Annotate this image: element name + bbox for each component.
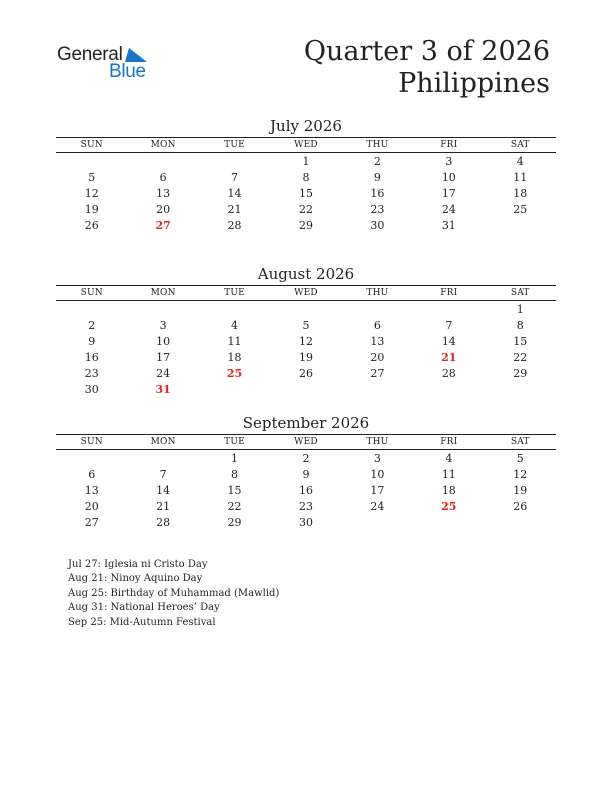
day-cell: 13 [370,334,385,348]
day-cell: 27 [84,515,99,529]
weekday-label: MON [150,437,176,447]
week-row [56,365,556,381]
weekday-label: TUE [224,140,245,150]
holiday-entry: Sep 25: Mid-Autumn Festival [68,616,216,628]
week-row [56,185,556,201]
holiday-day-cell: 31 [155,382,171,396]
day-cell: 8 [231,467,239,481]
day-cell: 30 [84,382,99,396]
day-cell: 4 [445,451,453,465]
day-cell: 10 [441,170,456,184]
day-cell: 10 [370,467,385,481]
day-cell: 30 [298,515,313,529]
day-cell: 26 [84,218,99,232]
weekday-label: SUN [80,140,103,150]
day-cell: 5 [302,318,310,332]
weekday-label: WED [294,437,318,447]
day-cell: 26 [513,499,528,513]
day-cell: 16 [84,350,99,364]
logo-text-blue: Blue [109,61,146,82]
day-cell: 6 [88,467,96,481]
day-cell: 19 [513,483,528,497]
day-cell: 23 [298,499,313,513]
day-cell: 9 [302,467,310,481]
weekday-label: FRI [440,437,458,447]
holiday-day-cell: 27 [155,218,171,232]
day-cell: 18 [441,483,456,497]
day-cell: 22 [513,350,528,364]
day-cell: 29 [227,515,242,529]
weekday-label: THU [366,288,389,298]
week-row [56,217,556,233]
day-cell: 15 [513,334,528,348]
weekday-header [56,137,556,153]
day-cell: 3 [159,318,167,332]
day-cell: 11 [441,467,456,481]
weekday-label: MON [150,288,176,298]
holiday-entry: Aug 25: Birthday of Muhammad (Mawlid) [68,587,280,599]
day-cell: 21 [156,499,171,513]
week-row [56,153,556,169]
day-cell: 14 [227,186,242,200]
day-cell: 15 [298,186,313,200]
day-cell: 20 [84,499,99,513]
month-calendar [56,413,556,530]
day-cell: 31 [441,218,456,232]
weekday-label: SAT [510,437,530,447]
week-row [56,450,556,466]
day-cell: 24 [370,499,385,513]
holiday-entry: Jul 27: Iglesia ni Cristo Day [68,559,208,570]
day-cell: 1 [516,302,524,316]
month-title: September 2026 [242,414,370,432]
day-cell: 7 [159,467,167,481]
day-cell: 1 [231,451,239,465]
page-title: Quarter 3 of 2026 [303,36,550,67]
weekday-label: SUN [80,288,103,298]
logo-triangle-icon [125,46,147,62]
day-cell: 3 [373,451,381,465]
day-cell: 6 [373,318,381,332]
holiday-entry: Aug 31: National Heroes’ Day [68,602,220,614]
weekday-header [56,434,556,450]
day-cell: 12 [513,467,528,481]
day-cell: 13 [84,483,99,497]
country-name: Philippines [398,68,550,99]
day-cell: 12 [298,334,313,348]
day-cell: 1 [302,154,310,168]
month-title: August 2026 [257,265,355,283]
day-cell: 7 [445,318,453,332]
day-cell: 28 [227,218,242,232]
weekday-label: TUE [224,288,245,298]
day-cell: 22 [227,499,242,513]
day-cell: 11 [227,334,242,348]
day-cell: 11 [513,170,528,184]
day-cell: 16 [370,186,385,200]
day-cell: 7 [231,170,239,184]
day-cell: 16 [298,483,313,497]
weekday-label: TUE [224,437,245,447]
week-row [56,301,556,317]
week-row [56,349,556,365]
week-row [56,381,556,397]
day-cell: 10 [156,334,171,348]
day-cell: 19 [84,202,99,216]
week-row [56,498,556,514]
week-row [56,317,556,333]
week-row [56,169,556,185]
holiday-entry: Aug 21: Ninoy Aquino Day [68,573,203,585]
day-cell: 20 [370,350,385,364]
day-cell: 4 [231,318,239,332]
day-cell: 17 [156,350,171,364]
day-cell: 3 [445,154,453,168]
weekday-label: FRI [440,140,458,150]
weekday-label: THU [366,140,389,150]
day-cell: 25 [513,202,528,216]
day-cell: 26 [298,366,313,380]
day-cell: 2 [88,318,96,332]
day-cell: 29 [513,366,528,380]
week-row [56,482,556,498]
day-cell: 6 [159,170,167,184]
week-row [56,514,556,530]
day-cell: 21 [227,202,242,216]
day-cell: 8 [302,170,310,184]
day-cell: 4 [516,154,524,168]
holiday-day-cell: 25 [226,366,243,380]
generalblue-logo [57,44,157,84]
day-cell: 17 [441,186,456,200]
day-cell: 2 [302,451,310,465]
day-cell: 9 [88,334,96,348]
day-cell: 8 [516,318,524,332]
day-cell: 24 [441,202,456,216]
weekday-label: THU [366,437,389,447]
day-cell: 19 [298,350,313,364]
day-cell: 28 [156,515,171,529]
week-row [56,333,556,349]
week-row [56,466,556,482]
day-cell: 15 [227,483,242,497]
weekday-label: FRI [440,288,458,298]
day-cell: 29 [298,218,313,232]
weekday-label: WED [294,288,318,298]
day-cell: 28 [441,366,456,380]
day-cell: 18 [227,350,242,364]
day-cell: 22 [298,202,313,216]
day-cell: 17 [370,483,385,497]
day-cell: 5 [516,451,524,465]
day-cell: 30 [370,218,385,232]
day-cell: 5 [88,170,96,184]
day-cell: 14 [441,334,456,348]
week-row [56,201,556,217]
month-title: July 2026 [270,117,342,135]
month-calendar [56,264,556,397]
weekday-label: WED [294,140,318,150]
day-cell: 24 [156,366,171,380]
day-cell: 23 [370,202,385,216]
day-cell: 18 [513,186,528,200]
day-cell: 23 [84,366,99,380]
day-cell: 2 [373,154,381,168]
day-cell: 12 [84,186,99,200]
holiday-list [68,558,279,630]
page-header [304,36,550,100]
weekday-header [56,285,556,301]
holiday-day-cell: 25 [441,499,457,513]
weekday-label: SUN [80,437,103,447]
holiday-day-cell: 21 [441,350,457,364]
weekday-label: SAT [510,140,530,150]
weekday-label: SAT [510,288,530,298]
logo-text-general: General [57,44,123,65]
day-cell: 27 [370,366,385,380]
day-cell: 13 [156,186,171,200]
day-cell: 9 [373,170,381,184]
day-cell: 14 [156,483,171,497]
weekday-label: MON [150,140,176,150]
day-cell: 20 [156,202,171,216]
month-calendar [56,116,556,233]
